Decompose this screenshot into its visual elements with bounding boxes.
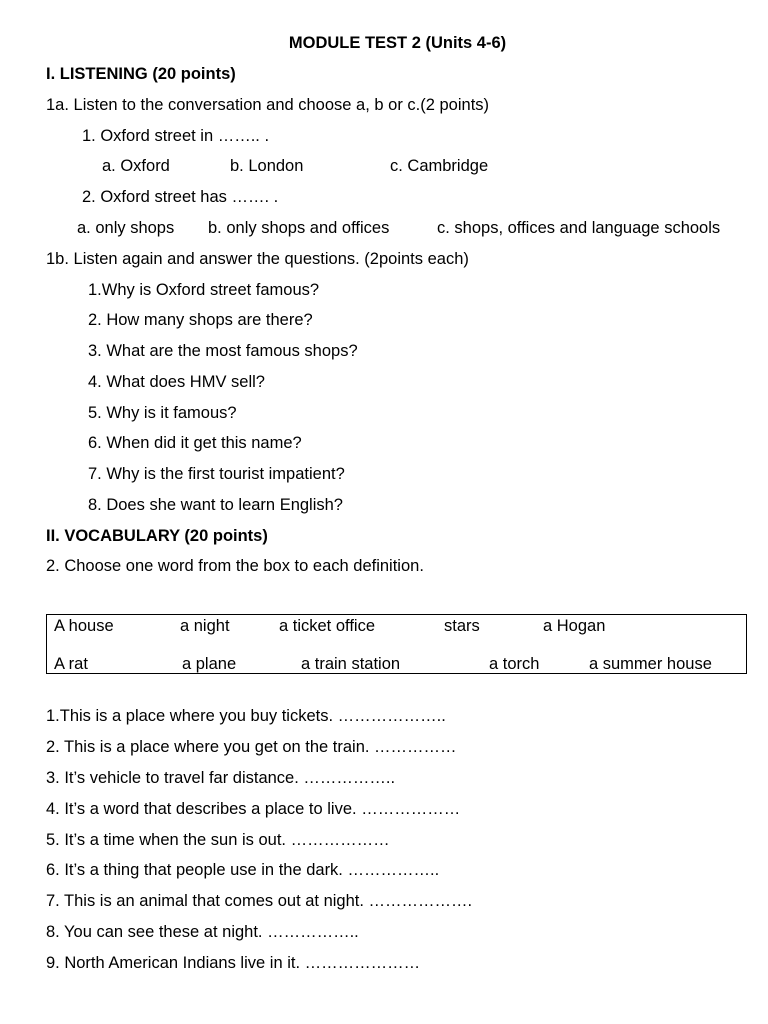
box-word: a torch [489,655,540,673]
box-word: a Hogan [543,617,606,635]
definition-8: 8. You can see these at night. …………….. [46,923,359,941]
q1-option-a: a. Oxford [102,157,170,175]
box-word: stars [444,617,480,635]
definition-9: 9. North American Indians live in it. ………………… [46,954,421,972]
q2-option-c: c. shops, offices and language schools [437,219,721,237]
question-1b-2: 2. How many shops are there? [88,311,313,329]
part-1b-instruction: 1b. Listen again and answer the questions. (2points each) [46,250,469,268]
word-box [46,614,747,674]
definition-5: 5. It’s a time when the sun is out. ……………… [46,831,390,849]
q2-option-b: b. only shops and offices [208,219,390,237]
section-vocabulary-heading: II. VOCABULARY (20 points) [46,527,268,545]
q1-option-c: c. Cambridge [390,157,489,175]
question-1b-1: 1.Why is Oxford street famous? [88,281,320,299]
q1-option-b: b. London [230,157,304,175]
title-main: MODULE TEST 2 [288,34,421,52]
definition-3: 3. It’s vehicle to travel far distance. …………….. [46,769,396,787]
vocabulary-instruction: 2. Choose one word from the box to each definition. [46,557,424,575]
box-word: a summer house [589,655,712,673]
definition-2: 2. This is a place where you get on the train. …………… [46,738,457,756]
section-listening-heading: I. LISTENING (20 points) [46,65,236,83]
q2-option-a: a. only shops [77,219,175,237]
definition-7: 7. This is an animal that comes out at night. ………………. [46,892,473,910]
question-1b-6: 6. When did it get this name? [88,434,302,452]
title-units: (Units 4-6) [425,34,507,52]
definition-1: 1.This is a place where you buy tickets. ……………….. [46,707,446,725]
question-1a-1: 1. Oxford street in …….. . [82,127,270,145]
box-word: a train station [301,655,401,673]
part-1a-instruction: 1a. Listen to the conversation and choose a, b or c.(2 points) [46,96,490,114]
question-1a-2: 2. Oxford street has ……. . [82,188,279,206]
box-word: a night [180,617,230,635]
question-1b-4: 4. What does HMV sell? [88,373,265,391]
definition-4: 4. It’s a word that describes a place to live. ……………… [46,800,461,818]
box-word: a ticket office [279,617,375,635]
question-1b-3: 3. What are the most famous shops? [88,342,358,360]
box-word: A house [54,617,114,635]
question-1b-8: 8. Does she want to learn English? [88,496,343,514]
box-word: A rat [54,655,88,673]
box-word: a plane [182,655,237,673]
page-title [0,33,768,53]
definition-6: 6. It’s a thing that people use in the dark. …………….. [46,861,440,879]
question-1b-7: 7. Why is the first tourist impatient? [88,465,345,483]
question-1b-5: 5. Why is it famous? [88,404,237,422]
